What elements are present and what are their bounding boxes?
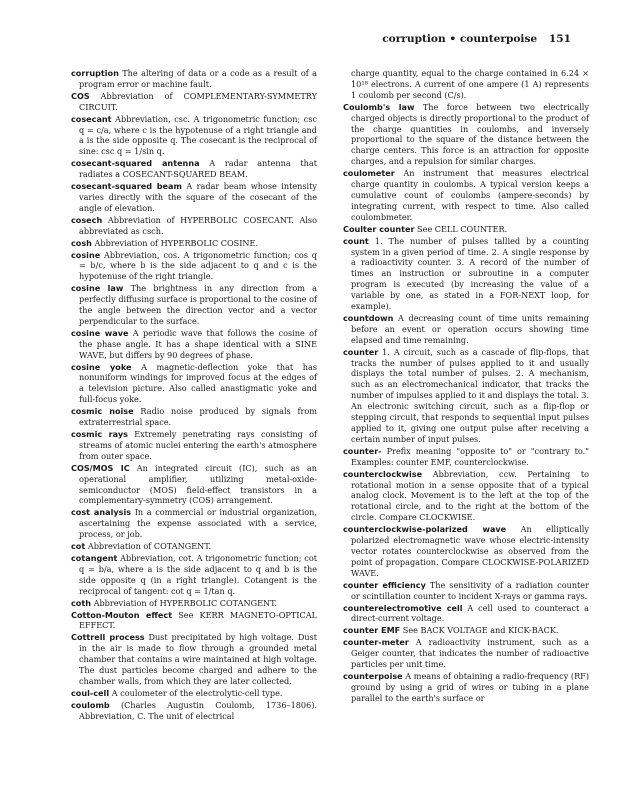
entry-headword: cotangent — [71, 552, 118, 563]
entry-headword: cosech — [71, 214, 103, 225]
dictionary-entry — [343, 236, 589, 312]
entry-definition: An integrated circuit (IC), such as an operational amplifier, utilizing metal-oxide-semiconductor (MOS) field-effect transistors in a complementary-symmetry (COS) arrangement. — [79, 462, 317, 506]
entry-headword: counter — [343, 346, 379, 357]
dictionary-entry — [71, 283, 317, 327]
entry-definition: A magnetic-deflection yoke that has nonuniform windings for improved focus at the edges of a television picture. Also called anastigmatic yoke and full-focus yoke. — [79, 361, 317, 405]
dictionary-entry — [343, 446, 589, 468]
entry-definition: See KERR MAGNETO-OPTICAL EFFECT. — [79, 609, 317, 631]
dictionary-entry — [71, 238, 317, 249]
entry-headword: cot — [71, 541, 86, 552]
entry-definition: (Charles Augustin Coulomb, 1736–1806). Abbreviation, C. The unit of electrical — [79, 699, 317, 721]
entry-definition: Abbreviation, cos. A trigonometric function; cos q = b/c, where b is the side adjacent to q and c is the hypotenuse of the right triangle. — [79, 249, 317, 282]
dictionary-entry — [343, 524, 589, 579]
entry-definition: Abbreviation of COMPLEMENTARY-SYMMETRY CIRCUIT. — [79, 90, 317, 112]
right-column — [343, 68, 589, 705]
entry-headword: COS/MOS IC — [71, 462, 130, 473]
entry-headword: counterelectromotive cell — [343, 602, 463, 613]
entry-headword: cosine wave — [71, 327, 129, 338]
dictionary-entry — [343, 168, 589, 223]
dictionary-entry — [71, 181, 317, 214]
entry-definition: Abbreviation, csc. A trigonometric function; csc q = c/a, where c is the hypotenuse of a right triangle and a is the side opposite q. The cosecant is the reciprocal of sine: csc q = 1/sin q. — [79, 113, 317, 157]
entry-definition: A means of obtaining a radio-frequency (RF) ground by using a grid of wires or tubing in a plane parallel to the earth's surface or — [351, 670, 589, 703]
entry-definition: 1. A circuit, such as a cascade of flip-flops, that tracks the number of pulses applied to it and usually displays the total number of pulses. 2. A mechanism, such as an electromechanical indicator, that tracks the number of impulses applied to it and displays the total. 3. An electronic switching circuit, such as a flip-flop or stepping circuit, that responds to sequential input pulses applied to it, giving one output pulse after receiving a certain number of input pulses. — [351, 346, 589, 444]
entry-headword: coth — [71, 597, 91, 608]
header-title: corruption • counterpoise — [382, 33, 538, 45]
entry-definition: The altering of data or a code as a result of a program error or machine fault. — [79, 68, 317, 89]
entry-definition: An elliptically polarized electromagnetic wave whose electric-intensity vector rotates counterclockwise as observed from the point of propagation. Compare CLOCKWISE-POLARIZED WAVE. — [351, 524, 589, 578]
dictionary-entry — [71, 328, 317, 361]
entry-headword: COS — [71, 90, 90, 101]
entry-definition: The brightness in any direction from a perfectly diffusing surface is proportional to the cosine of the angle between the direction vector and a vector perpendicular to the surface. — [79, 283, 317, 326]
entry-headword: cosecant-squared beam — [71, 181, 182, 192]
entry-headword: counter EMF — [343, 625, 401, 636]
dictionary-entry — [71, 91, 317, 113]
dictionary-entry — [71, 362, 317, 406]
entry-headword: Coulomb's law — [343, 101, 415, 112]
entry-definition: Abbreviation of HYPERBOLIC COSECANT. Also abbreviated as csch. — [79, 214, 317, 236]
dictionary-entry — [343, 313, 589, 346]
entry-headword: cosmic rays — [71, 429, 128, 439]
entry-headword: coul-cell — [71, 687, 110, 698]
entry-definition: The force between two electrically charged objects is directly proportional to the product of the charge quantities in coulombs, and inversely proportional to the square of the distance between the charge centers. This force is an attraction for opposite charges, and a repulsion for similar charges. — [351, 101, 589, 167]
dictionary-entry — [71, 68, 317, 90]
entry-headword: Cotton-Mouton effect — [71, 609, 173, 620]
dictionary-entry — [71, 406, 317, 428]
dictionary-entry — [343, 224, 589, 235]
dictionary-entry — [71, 632, 317, 687]
dictionary-entry — [71, 598, 317, 609]
entry-definition: A radioactivity instrument, such as a Geiger counter, that indicates the number of radioactive particles per unit time. — [351, 637, 589, 670]
entry-definition: In a commercial or industrial organization, ascertaining the expense associated with a service, process, or job. — [79, 507, 317, 540]
entry-headword: corruption — [71, 68, 119, 78]
entry-headword: coulometer — [343, 168, 395, 179]
entry-definition: Abbreviation, ccw. Pertaining to rotational motion in a sense opposite that of a typical analog clock. Movement is to the left at the top of the rotational circle, and to the right at the bottom of the circle. Compare CLOCKWISE. — [351, 468, 589, 523]
entry-headword: counterclockwise-polarized wave — [343, 524, 507, 535]
dictionary-entry — [343, 580, 589, 602]
entry-headword: cosine — [71, 249, 101, 260]
entry-definition: See CELL COUNTER. — [417, 223, 508, 234]
entry-definition: Radio noise produced by signals from extraterrestrial space. — [79, 406, 317, 428]
entry-headword: counterclockwise — [343, 468, 423, 479]
entry-definition: A radar beam whose intensity varies directly with the square of the cosecant of the angle of elevation. — [79, 181, 318, 213]
entry-headword: cost analysis — [71, 507, 132, 518]
entry-definition: See BACK VOLTAGE and KICK-BACK. — [402, 625, 559, 636]
dictionary-entry — [343, 603, 589, 625]
entry-headword: counter efficiency — [343, 579, 426, 590]
entry-definition: charge quantity, equal to the charge contained in 6.24 × 10¹⁸ electrons. A current of one ampere (1 A) represents 1 coulomb per second (C/s). — [351, 68, 589, 100]
entry-definition: A radar antenna that radiates a COSECANT-SQUARED BEAM. — [79, 158, 317, 180]
dictionary-entry — [71, 553, 317, 597]
entry-definition: Dust precipitated by high voltage. Dust in the air is made to flow through a grounded metal chamber that contains a wire maintained at high voltage. The dust particles become charged and adhere to the chamber walls, from which they are later collected. — [79, 632, 317, 686]
dictionary-entry — [71, 541, 317, 552]
dictionary-entry — [71, 610, 317, 632]
entry-headword: counter- — [343, 445, 382, 456]
dictionary-entry — [71, 215, 317, 237]
entry-definition: Abbreviation, cot. A trigonometric function; cot q = b/a, where a is the side adjacent to q and b is the side opposite q (in a right triangle). Cotangent is the reciprocal of tangent: cot q = 1/tan q. — [79, 552, 317, 596]
left-column — [71, 68, 317, 723]
dictionary-entry — [343, 671, 589, 704]
entry-headword: cosh — [71, 237, 92, 248]
entry-definition: Abbreviation of COTANGENT. — [87, 541, 212, 552]
entry-definition: An instrument that measures electrical charge quantity in coulombs. A typical version keeps a cumulative count of coulombs (ampere-seconds) by integrating current, with respect to time. Also called coulombmeter. — [351, 168, 589, 222]
dictionary-entry — [71, 507, 317, 540]
dictionary-entry — [71, 700, 317, 722]
dictionary-entry — [71, 688, 317, 699]
dictionary-entry — [343, 637, 589, 670]
entry-definition: A cell used to counteract a direct-current voltage. — [351, 602, 589, 624]
entry-headword: cosmic noise — [71, 406, 134, 417]
dictionary-entry — [71, 463, 317, 507]
dictionary-entry — [343, 102, 589, 167]
dictionary-entry — [343, 469, 589, 524]
entry-definition: Abbreviation of HYPERBOLIC COSINE. — [94, 237, 259, 248]
entry-headword: cosecant-squared antenna — [71, 158, 200, 169]
entry-headword: counterpoise — [343, 670, 403, 681]
entry-definition: A coulometer of the electrolytic-cell type. — [111, 687, 283, 698]
entry-headword: countdown — [343, 312, 394, 323]
entry-definition: A decreasing count of time units remaining before an event or operation occurs showing time elapsed and time remaining. — [351, 312, 589, 345]
entry-headword: coulomb — [71, 699, 110, 710]
entry-definition: Abbreviation of HYPERBOLIC COTANGENT. — [93, 597, 277, 608]
entry-definition: A periodic wave that follows the cosine of the phase angle. It has a shape identical with a SINE WAVE, but differs by 90 degrees of phase. — [79, 327, 317, 360]
dictionary-entry — [71, 429, 317, 462]
entry-headword: Coulter counter — [343, 223, 415, 234]
entry-headword: cosecant — [71, 113, 112, 124]
dictionary-entry — [71, 250, 317, 283]
running-header — [382, 33, 571, 45]
entry-headword: counter-meter — [343, 637, 409, 648]
entry-headword: count — [343, 235, 369, 246]
entry-definition: Prefix meaning "opposite to" or "contrary to." Examples: counter EMF, counterclockwise. — [351, 445, 589, 467]
dictionary-entry — [343, 347, 589, 445]
dictionary-entry — [71, 114, 317, 158]
entry-definition: Extremely penetrating rays consisting of streams of atomic nuclei entering the earth's atmosphere from outer space. — [79, 429, 317, 461]
dictionary-entry — [343, 68, 589, 101]
dictionary-entry — [71, 158, 317, 180]
entry-headword: cosine yoke — [71, 361, 132, 372]
entry-headword: Cottrell process — [71, 632, 145, 643]
dictionary-entry — [343, 625, 589, 636]
entry-definition: 1. The number of pulses tallied by a counting system in a given period of time. 2. A single response by a radioactivity counter. 3. A record of the number of times an instruction or subroutine in a computer program is executed (by increasing the value of a variable by one, as stated in a FOR-NEXT loop, for example). — [351, 235, 589, 312]
page-number: 151 — [548, 33, 571, 45]
entry-headword: cosine law — [71, 283, 124, 294]
entry-definition: The sensitivity of a radiation counter or scintillation counter to incident X-rays or gamma rays. — [351, 579, 590, 601]
